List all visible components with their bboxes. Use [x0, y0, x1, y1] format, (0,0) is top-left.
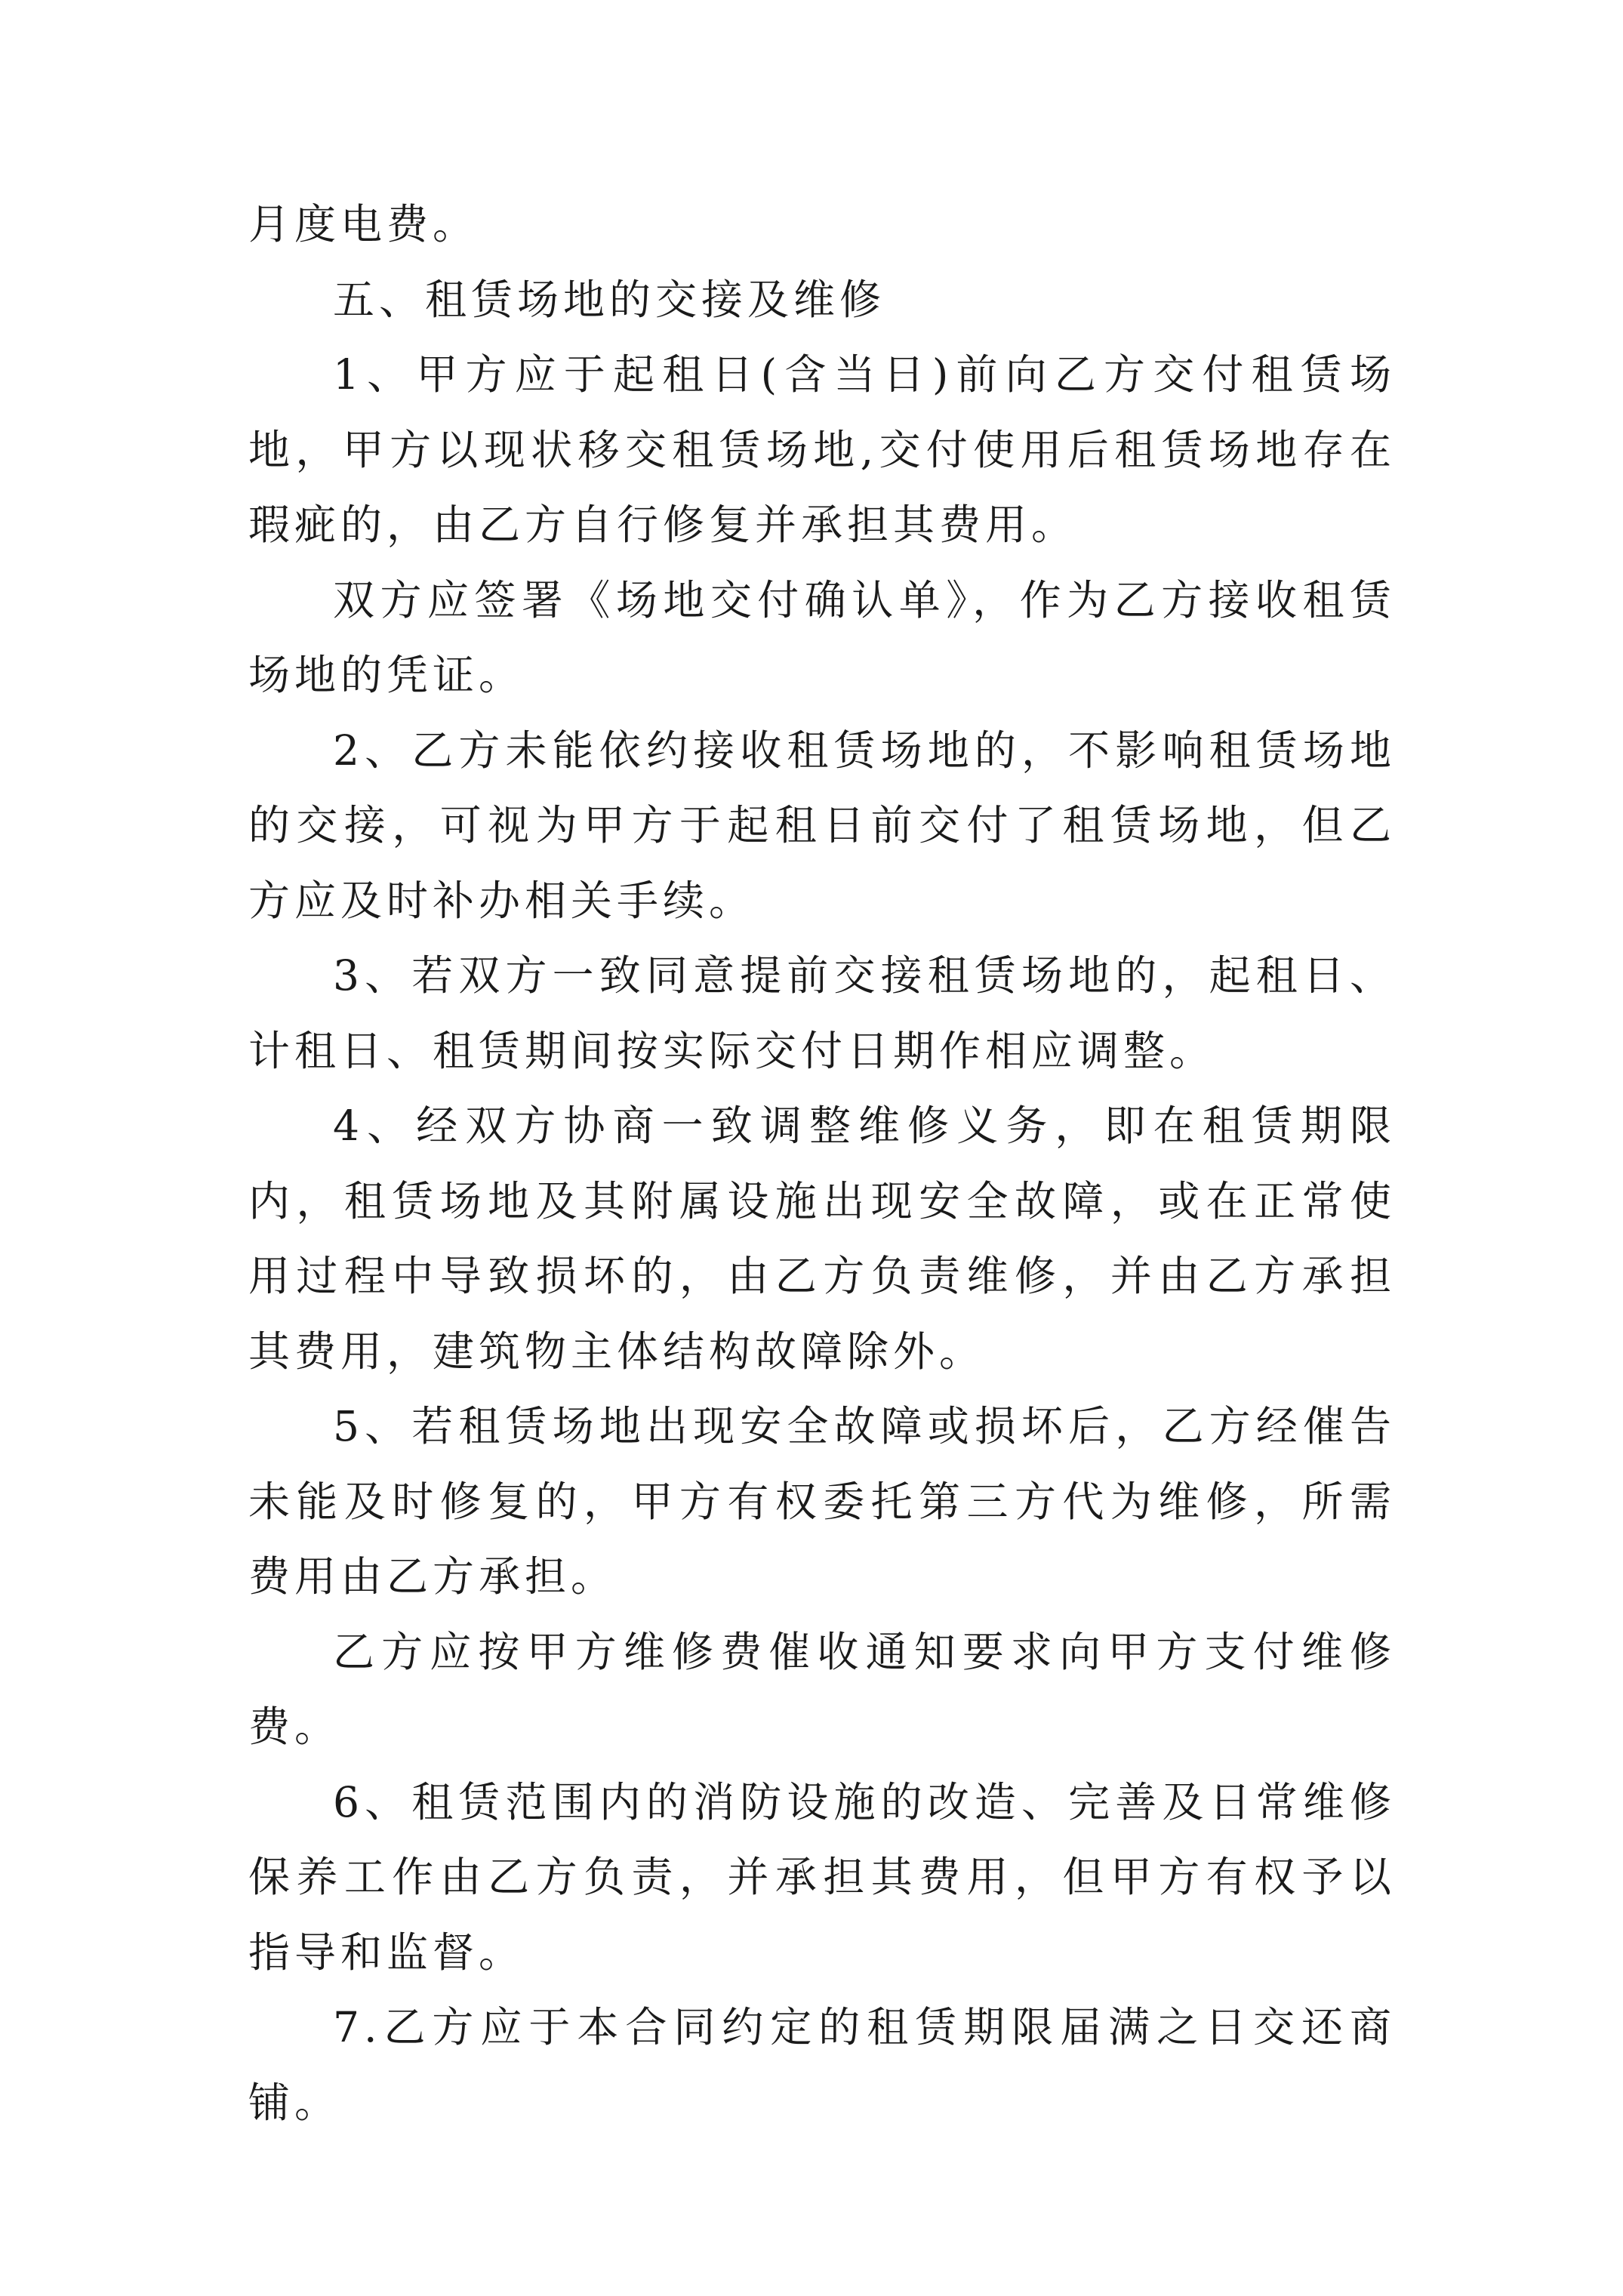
clause-4: 4、经双方协商一致调整维修义务，即在租赁期限内，租赁场地及其附属设施出现安全故障，或在正常使用过程中导致损坏的，由乙方负责维修，并由乙方承担其费用，建筑物主体结构故障除外。	[248, 1102, 1396, 1376]
clause-1-note: 双方应签署《场地交付确认单》，作为乙方接收租赁场地的凭证。	[248, 575, 1396, 699]
document-body	[248, 187, 1396, 2140]
clause-5: 5、若租赁场地出现安全故障或损坏后，乙方经催告未能及时修复的，甲方有权委托第三方代为维修，所需费用由乙方承担。	[248, 1402, 1396, 1601]
clause-5-note: 乙方应按甲方维修费催收通知要求向甲方支付维修费。	[248, 1627, 1396, 1751]
clause-3: 3、若双方一致同意提前交接租赁场地的，起租日、计租日、租赁期间按实际交付日期作相应调整。	[248, 951, 1396, 1075]
clause-7: 7.乙方应于本合同约定的租赁期限届满之日交还商铺。	[248, 2003, 1396, 2127]
section-heading-5: 五、租赁场地的交接及维修	[333, 275, 886, 324]
clause-6: 6、租赁范围内的消防设施的改造、完善及日常维修保养工作由乙方负责，并承担其费用，但甲方有权予以指导和监督。	[248, 1777, 1396, 1977]
clause-2: 2、乙方未能依约接收租赁场地的，不影响租赁场地的交接，可视为甲方于起租日前交付了租赁场地，但乙方应及时补办相关手续。	[248, 726, 1396, 925]
clause-1: 1、甲方应于起租日(含当日)前向乙方交付租赁场地，甲方以现状移交租赁场地,交付使用后租赁场地存在瑕疵的，由乙方自行修复并承担其费用。	[248, 350, 1396, 549]
paragraph-1: 月度电费。	[248, 200, 479, 248]
